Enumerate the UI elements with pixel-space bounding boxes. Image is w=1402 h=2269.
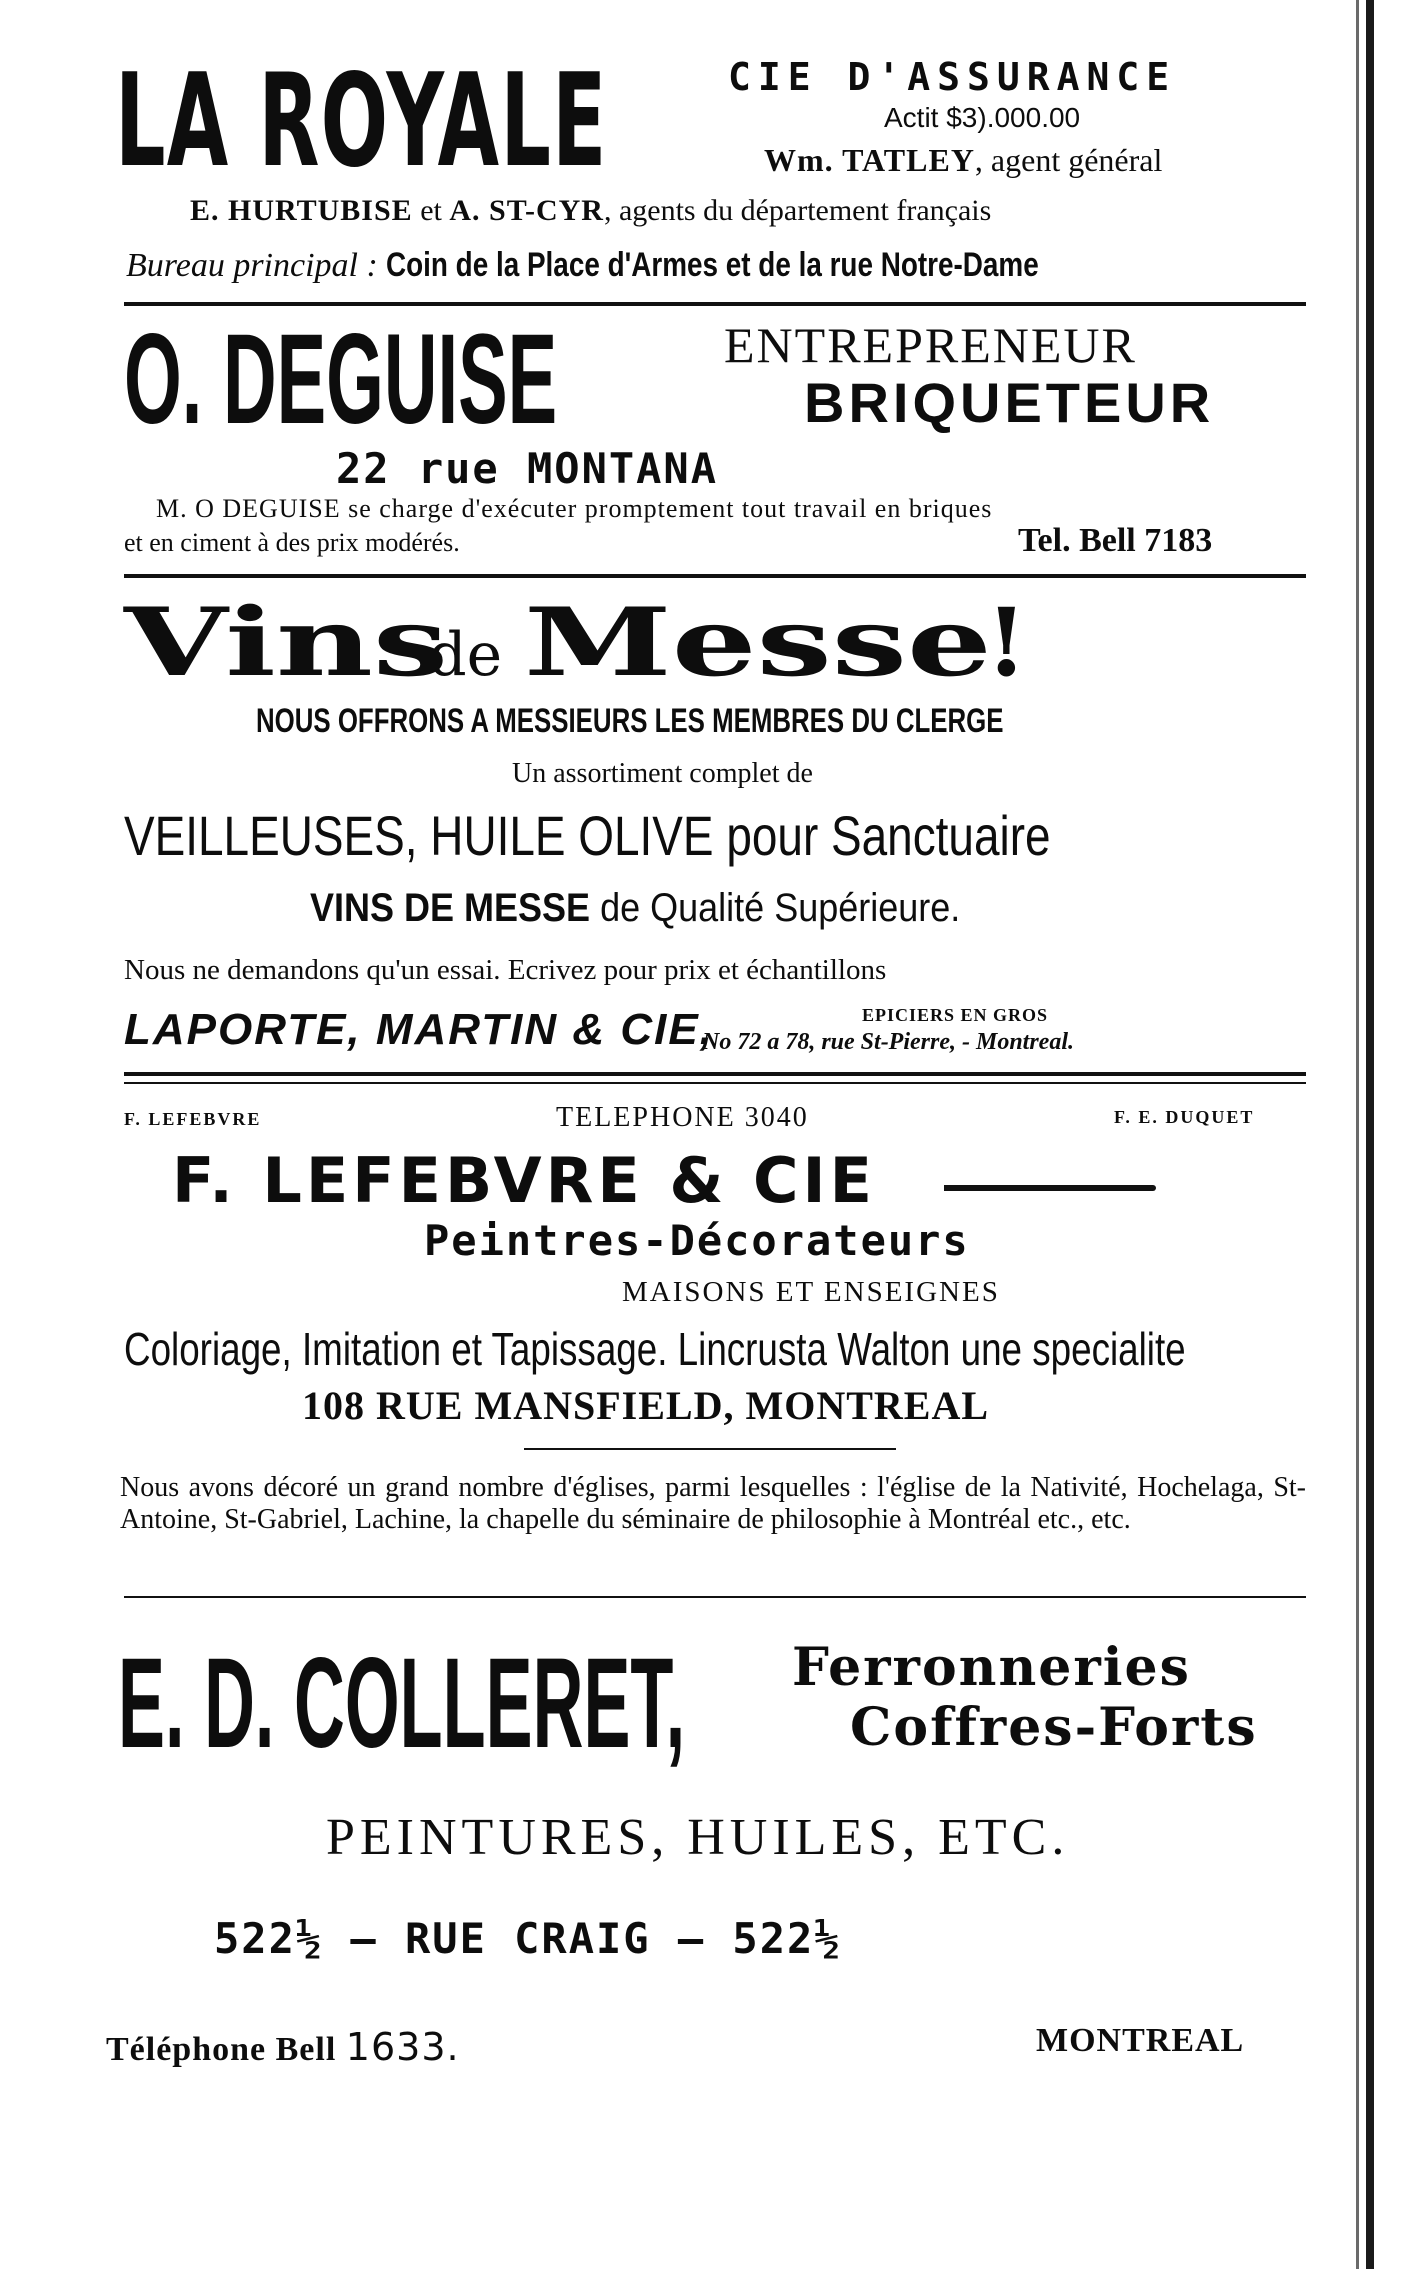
divider <box>124 574 1306 578</box>
vins-dealer-address: No 72 a 78, rue St-Pierre, - Montreal. <box>702 1029 1074 1055</box>
vins-offer: NOUS OFFRONS A MESSIEURS LES MEMBRES DU CLERGE <box>256 702 1004 740</box>
vins-products-main: VEILLEUSES, HUILE OLIVE <box>124 804 714 867</box>
divider <box>124 1596 1306 1598</box>
royale-bureau-label: Bureau principal : <box>126 247 387 284</box>
vins-products <box>124 804 1254 867</box>
page-binding-edge <box>1366 0 1374 2269</box>
lefebvre-partner-right: F. E. DUQUET <box>1114 1107 1255 1127</box>
royale-bureau-address: Coin de la Place d'Armes et de la rue Notre-Dame <box>386 246 1040 284</box>
royale-fr-role: , agents du département français <box>603 194 992 227</box>
lefebvre-subtrade: MAISONS ET ENSEIGNES <box>622 1276 1000 1308</box>
lefebvre-company: F. LEFEBVRE & CIE <box>172 1144 876 1217</box>
page-edge-shadow <box>1356 0 1359 2269</box>
royale-company: CIE D'ASSURANCE <box>728 55 1177 99</box>
royale-fr-agent-1: E. HURTUBISE <box>190 194 413 227</box>
colleret-phone-number: 1633. <box>345 2025 460 2069</box>
vins-title-de: de <box>428 620 503 690</box>
royale-agent-title: , agent général <box>974 142 1163 178</box>
vins-title <box>124 588 1027 698</box>
vins-products-tail: pour Sanctuaire <box>713 804 1051 867</box>
royale-bureau <box>126 248 1182 283</box>
vins-quality <box>310 888 1033 928</box>
deguise-address: 22 rue MONTANA <box>336 444 719 493</box>
vins-assortment: Un assortiment complet de <box>512 758 813 789</box>
colleret-city: MONTREAL <box>1036 2022 1245 2059</box>
lefebvre-telephone: TELEPHONE 3040 <box>556 1102 809 1133</box>
divider <box>124 1072 1306 1076</box>
deguise-telephone: Tel. Bell 7183 <box>1018 522 1213 559</box>
lefebvre-trade: Peintres-Décorateurs <box>424 1216 970 1265</box>
royale-agent-name: Wm. TATLEY <box>764 142 975 178</box>
royale-agent <box>764 144 1162 176</box>
vins-quality-rest: de Qualité Supérieure. <box>590 886 961 930</box>
vins-wholesale: EPICIERS EN GROS <box>862 1005 1049 1025</box>
vins-dealer: LAPORTE, MARTIN & CIE, <box>124 1005 714 1054</box>
vins-title-2: Messe <box>524 588 993 698</box>
colleret-line-1: Ferronneries <box>792 1637 1191 1698</box>
colleret-telephone <box>106 2025 460 2069</box>
colleret-phone-label: Téléphone Bell <box>106 2031 346 2068</box>
deguise-description-1: M. O DEGUISE se charge d'exécuter promptement tout travail en briques <box>156 494 993 523</box>
royale-fr-and: et <box>412 194 450 227</box>
divider <box>124 302 1306 306</box>
vins-essai: Nous ne demandons qu'un essai. Ecrivez pour prix et échantillons <box>124 954 887 986</box>
lefebvre-services: Coloriage, Imitation et Tapissage. Lincrusta Walton une specialite <box>124 1323 1186 1375</box>
royale-name: LA ROYALE <box>115 47 608 196</box>
colleret-address: 522½ — RUE CRAIG — 522½ <box>214 1914 842 1963</box>
vins-title-1: Vins <box>124 588 449 698</box>
flourish-line <box>944 1185 1156 1191</box>
royale-french-agents <box>190 196 991 226</box>
short-divider <box>524 1448 896 1450</box>
deguise-name: O. DEGUISE <box>124 308 558 451</box>
colleret-line-2: Coffres-Forts <box>850 1697 1258 1758</box>
lefebvre-description: Nous avons décoré un grand nombre d'églises, parmi lesquelles : l'église de la Nativité, Hochelaga, St-Antoine, St-Gabriel, Lachine, la chapelle du séminaire de philosophie à Montréal etc., etc. <box>120 1472 1306 1535</box>
colleret-name: E. D. COLLERET, <box>118 1632 686 1775</box>
vins-quality-bold: VINS DE MESSE <box>310 886 591 930</box>
divider <box>124 1082 1306 1084</box>
vins-title-bang: ! <box>985 588 1027 698</box>
lefebvre-partner-left: F. LEFEBVRE <box>124 1109 262 1129</box>
royale-fr-agent-2: A. ST-CYR <box>449 194 604 227</box>
deguise-description-2: et en ciment à des prix modérés. <box>124 528 460 557</box>
colleret-products: PEINTURES, HUILES, ETC. <box>326 1809 1070 1866</box>
royale-capital: Actit $3).000.00 <box>884 102 1081 133</box>
deguise-trade-1: ENTREPRENEUR <box>724 317 1137 373</box>
deguise-trade-2: BRIQUETEUR <box>804 371 1215 434</box>
lefebvre-address: 108 RUE MANSFIELD, MONTREAL <box>302 1383 990 1428</box>
